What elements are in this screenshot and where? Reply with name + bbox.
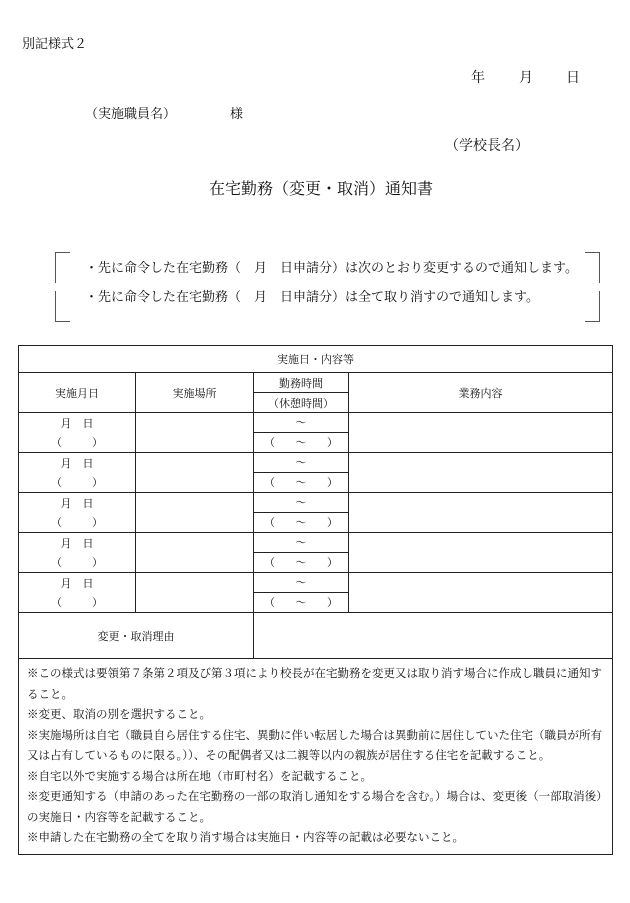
date-month-day: 月 日 <box>60 576 94 590</box>
hours-cell[interactable]: ～ <box>254 533 349 553</box>
addressee-label: （実施職員名） <box>85 107 177 122</box>
issuer-name: （学校長名） <box>445 138 529 154</box>
hours-cell[interactable]: ～ <box>254 453 349 473</box>
place-cell[interactable] <box>136 533 254 573</box>
option-bracket <box>55 252 600 322</box>
hours-cell[interactable]: ～ <box>254 573 349 593</box>
col-break: （休憩時間） <box>254 393 349 413</box>
hours-cell[interactable]: ～ <box>254 493 349 513</box>
option-cancel[interactable]: ・先に命令した在宅勤務（ 月 日申請分）は全て取り消すので通知します。 <box>85 290 539 305</box>
place-cell[interactable] <box>136 493 254 533</box>
date-month-day: 月 日 <box>60 456 94 470</box>
schedule-table <box>18 345 613 855</box>
place-cell[interactable] <box>136 573 254 613</box>
note-item: ※実施場所は自宅（職員自ら居住する住宅、異動に伴い転居した場合は異動前に居住していた住宅（職員が所有又は占有しているものに限る。））、その配偶者又は二親等以内の親族が居住する住宅を記載すること。 <box>27 727 602 762</box>
date-year: 年 <box>471 70 485 86</box>
table-header: 実施日・内容等 <box>19 346 613 373</box>
content-cell[interactable] <box>349 493 613 533</box>
date-day: 日 <box>566 70 580 86</box>
col-hours: 勤務時間 <box>254 373 349 393</box>
table-row[interactable]: 月 日 （ ） <box>19 573 136 613</box>
note-item: ※申請した在宅勤務の全てを取り消す場合は実施日・内容等の記載は必要ないこと。 <box>27 830 464 844</box>
content-cell[interactable] <box>349 573 613 613</box>
content-cell[interactable] <box>349 533 613 573</box>
date-month-day: 月 日 <box>60 496 94 510</box>
break-cell[interactable]: （ ～ ） <box>254 593 349 613</box>
reason-label: 変更・取消理由 <box>19 613 254 659</box>
break-cell[interactable]: （ ～ ） <box>254 433 349 453</box>
note-item: ※自宅以外で実施する場合は所在地（市町村名）を記載すること。 <box>27 768 372 783</box>
content-cell[interactable] <box>349 453 613 493</box>
form-id: 別記様式２ <box>22 37 88 52</box>
break-cell[interactable]: （ ～ ） <box>254 473 349 493</box>
note-item: ※変更、取消の別を選択すること。 <box>27 707 211 721</box>
place-cell[interactable] <box>136 453 254 493</box>
date-month: 月 <box>519 70 533 86</box>
document-title: 在宅勤務（変更・取消）通知書 <box>209 179 434 198</box>
date-month-day: 月 日 <box>60 536 94 550</box>
place-cell[interactable] <box>136 413 254 453</box>
col-date: 実施月日 <box>19 373 136 413</box>
table-row[interactable]: 月 日 （ ） <box>19 493 136 533</box>
table-row[interactable]: 月 日 （ ） <box>19 533 136 573</box>
date-month-day: 月 日 <box>60 416 94 430</box>
option-change[interactable]: ・先に命令した在宅勤務（ 月 日申請分）は次のとおり変更するので通知します。 <box>85 261 578 276</box>
reason-input[interactable] <box>254 613 613 659</box>
notes-section <box>19 659 613 855</box>
break-cell[interactable]: （ ～ ） <box>254 513 349 533</box>
col-content: 業務内容 <box>349 373 613 413</box>
content-cell[interactable] <box>349 413 613 453</box>
hours-cell[interactable]: ～ <box>254 413 349 433</box>
break-cell[interactable]: （ ～ ） <box>254 553 349 573</box>
table-row[interactable]: 月 日 （ ） <box>19 453 136 493</box>
addressee-honorific: 様 <box>230 107 244 122</box>
col-place: 実施場所 <box>136 373 254 413</box>
note-item: ※変更通知する（申請のあった在宅勤務の一部の取消し通知をする場合を含む。）場合は、変更後（一部取消後）の実施日・内容等を記載すること。 <box>27 789 602 824</box>
table-row[interactable]: 月 日 （ ） <box>19 413 136 453</box>
note-item: ※この様式は要領第７条第２項及び第３項により校長が在宅勤務を変更又は取り消す場合に作成し職員に通知すること。 <box>27 666 602 701</box>
